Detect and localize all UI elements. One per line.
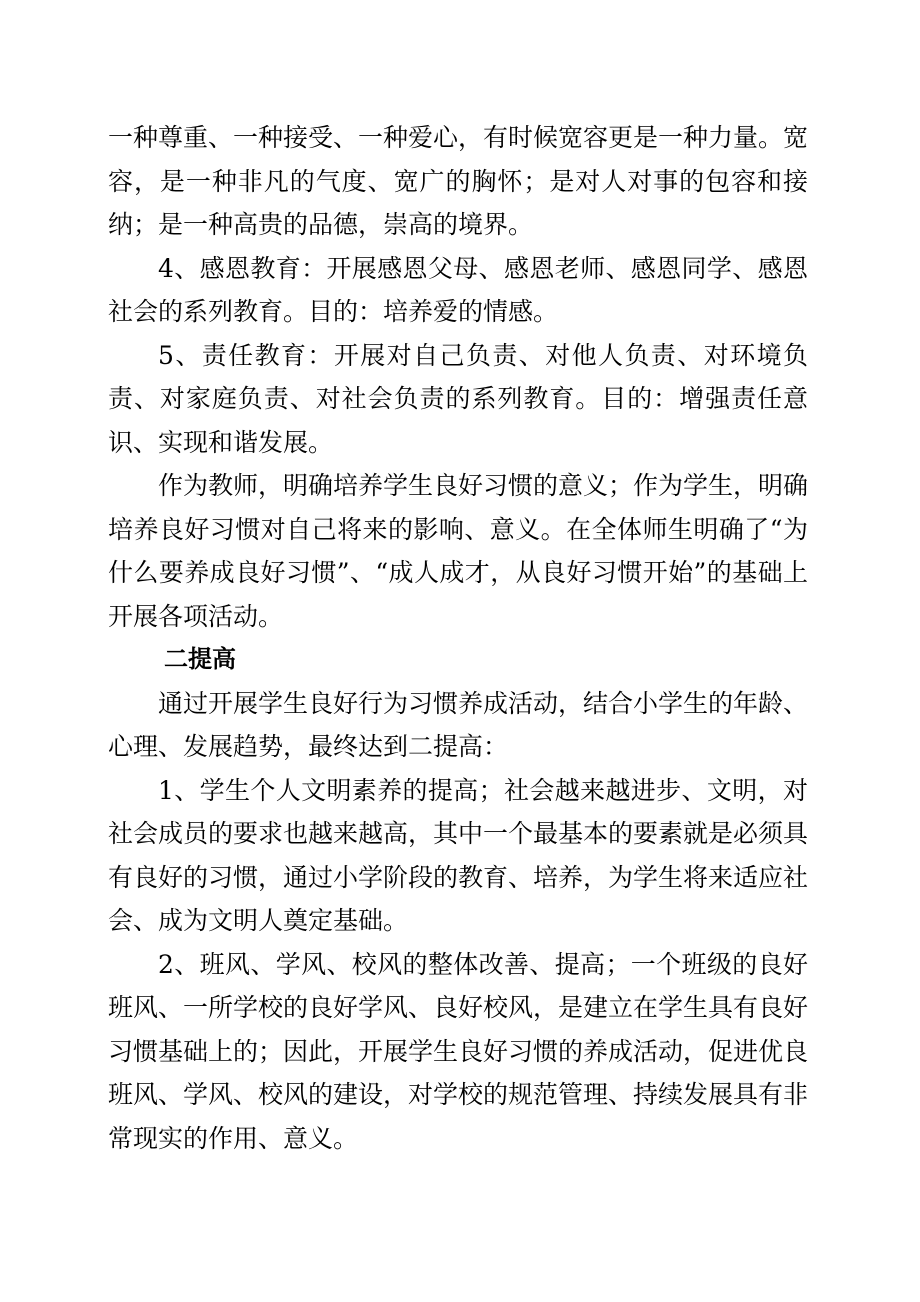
paragraph-intro-two-improvements: 通过开展学生良好行为习惯养成活动，结合小学生的年龄、心理、发展趋势，最终达到二提高： [108, 688, 809, 761]
paragraph-school-culture-improvement: 2、班风、学风、校风的整体改善、提高；一个班级的良好班风、一所学校的良好学风、良好校风，是建立在学生具有良好习惯基础上的；因此，开展学生良好习惯的养成活动，促进优良班风、学风、校风的建设，对学校的规范管理、持续发展具有非常现实的作用、意义。 [108, 949, 809, 1153]
paragraph-tolerance-continued: 一种尊重、一种接受、一种爱心，有时候宽容更是一种力量。宽容，是一种非凡的气度、宽广的胸怀；是对人对事的包容和接纳；是一种高贵的品德，崇高的境界。 [108, 123, 809, 239]
paragraph-responsibility-education: 5、责任教育：开展对自己负责、对他人负责、对环境负责、对家庭负责、对社会负责的系列教育。目的：增强责任意识、实现和谐发展。 [108, 340, 808, 457]
paragraph-gratitude-education: 4、感恩教育：开展感恩父母、感恩老师、感恩同学、感恩社会的系列教育。目的：培养爱的情感。 [108, 253, 808, 326]
paragraph-civility-improvement: 1、学生个人文明素养的提高；社会越来越进步、文明，对社会成员的要求也越来越高，其中一个最基本的要素就是必须具有良好的习惯，通过小学阶段的教育、培养，为学生将来适应社会、成为文明人奠定基础。 [108, 775, 809, 935]
document-page [108, 116, 808, 1160]
section-heading: 二提高 [164, 645, 236, 673]
paragraph-teachers-students: 作为教师，明确培养学生良好习惯的意义；作为学生，明确培养良好习惯对自己将来的影响、意义。在全体师生明确了“为什么要养成良好习惯”、“成人成才，从良好习惯开始”的基础上开展各项活动。 [108, 471, 809, 631]
